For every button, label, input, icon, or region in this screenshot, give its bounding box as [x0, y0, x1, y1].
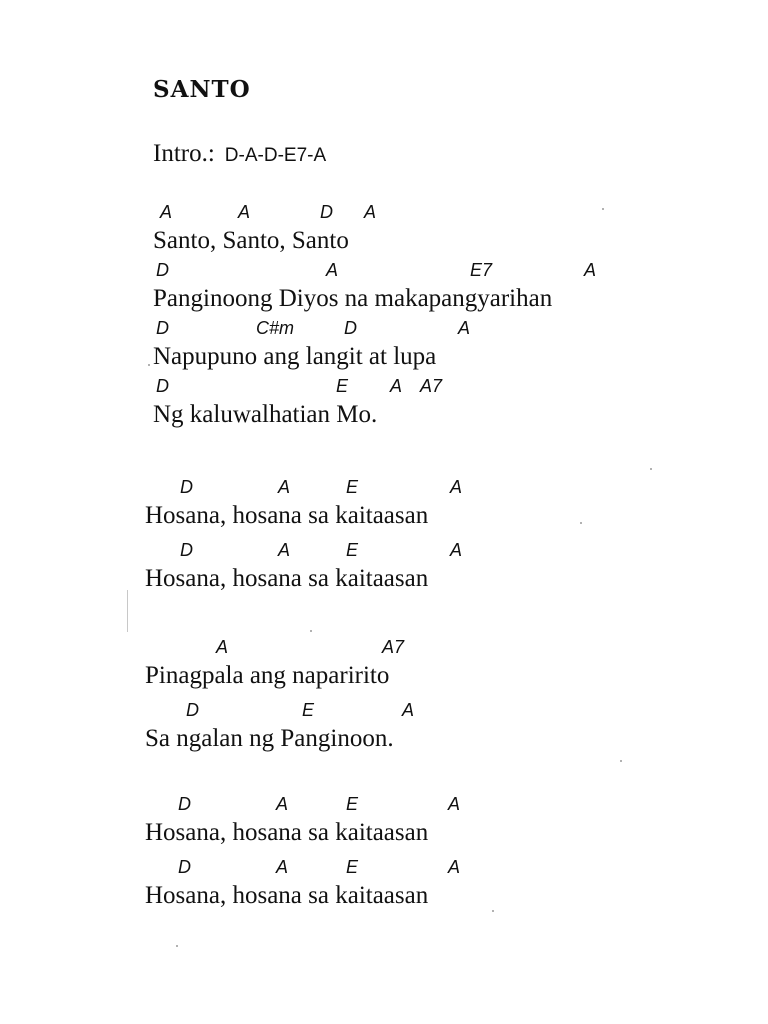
chord: A — [364, 202, 377, 222]
chord: E — [302, 700, 315, 720]
chord: A7 — [420, 376, 443, 396]
chord: A — [160, 202, 173, 222]
lyric-line: Sa ngalan ng Panginoon. — [145, 725, 394, 752]
chord: E — [346, 477, 359, 497]
chord: D — [178, 857, 191, 877]
scan-speck — [310, 630, 312, 632]
lyric-line: Panginoong Diyos na makapangyarihan — [153, 285, 553, 312]
lyric-line: Hosana, hosana sa kaitaasan — [145, 882, 429, 909]
chord: D — [180, 477, 193, 497]
lyric-line: Hosana, hosana sa kaitaasan — [145, 565, 429, 592]
chord: A — [450, 540, 463, 560]
lyric-line: Ng kaluwalhatian Mo. — [153, 401, 378, 428]
chord: A7 — [382, 637, 405, 657]
chord: A — [390, 376, 403, 396]
scan-speck — [580, 522, 582, 524]
chord: E7 — [470, 260, 493, 280]
scan-speck — [148, 364, 150, 366]
song-title: SANTO — [153, 76, 251, 103]
chord: D — [320, 202, 333, 222]
chord: D — [186, 700, 199, 720]
chord: E — [336, 376, 349, 396]
chord: A — [584, 260, 597, 280]
chord: D — [156, 376, 169, 396]
scan-mark — [127, 590, 128, 632]
scan-speck — [492, 910, 494, 912]
chord: A — [278, 477, 291, 497]
intro-label: Intro.: — [153, 140, 215, 167]
chord: A — [448, 857, 461, 877]
lyric-line: Hosana, hosana sa kaitaasan — [145, 502, 429, 529]
chord: A — [216, 637, 229, 657]
intro-line — [153, 140, 326, 168]
chord: E — [346, 857, 359, 877]
chord: A — [238, 202, 251, 222]
lyric-line: Pinagpala ang naparirito — [145, 662, 390, 689]
chord: A — [450, 477, 463, 497]
chord: A — [278, 540, 291, 560]
chord: D — [344, 318, 357, 338]
intro-chords: D-A-D-E7-A — [224, 145, 327, 166]
chord: D — [178, 794, 191, 814]
scan-speck — [176, 945, 178, 947]
scan-speck — [620, 760, 622, 762]
chord: A — [276, 794, 289, 814]
chord: A — [402, 700, 415, 720]
lyric-line: Santo, Santo, Santo — [153, 227, 349, 254]
scan-speck — [602, 208, 604, 210]
chord: A — [276, 857, 289, 877]
lyric-line: Hosana, hosana sa kaitaasan — [145, 819, 429, 846]
chord: A — [448, 794, 461, 814]
lyric-line: Napupuno ang langit at lupa — [153, 343, 437, 370]
chord: C#m — [256, 318, 295, 338]
chord: D — [180, 540, 193, 560]
chord: E — [346, 794, 359, 814]
chord: A — [458, 318, 471, 338]
chord: D — [156, 318, 169, 338]
chord: A — [326, 260, 339, 280]
chord: E — [346, 540, 359, 560]
chord: D — [156, 260, 169, 280]
scan-speck — [650, 468, 652, 470]
